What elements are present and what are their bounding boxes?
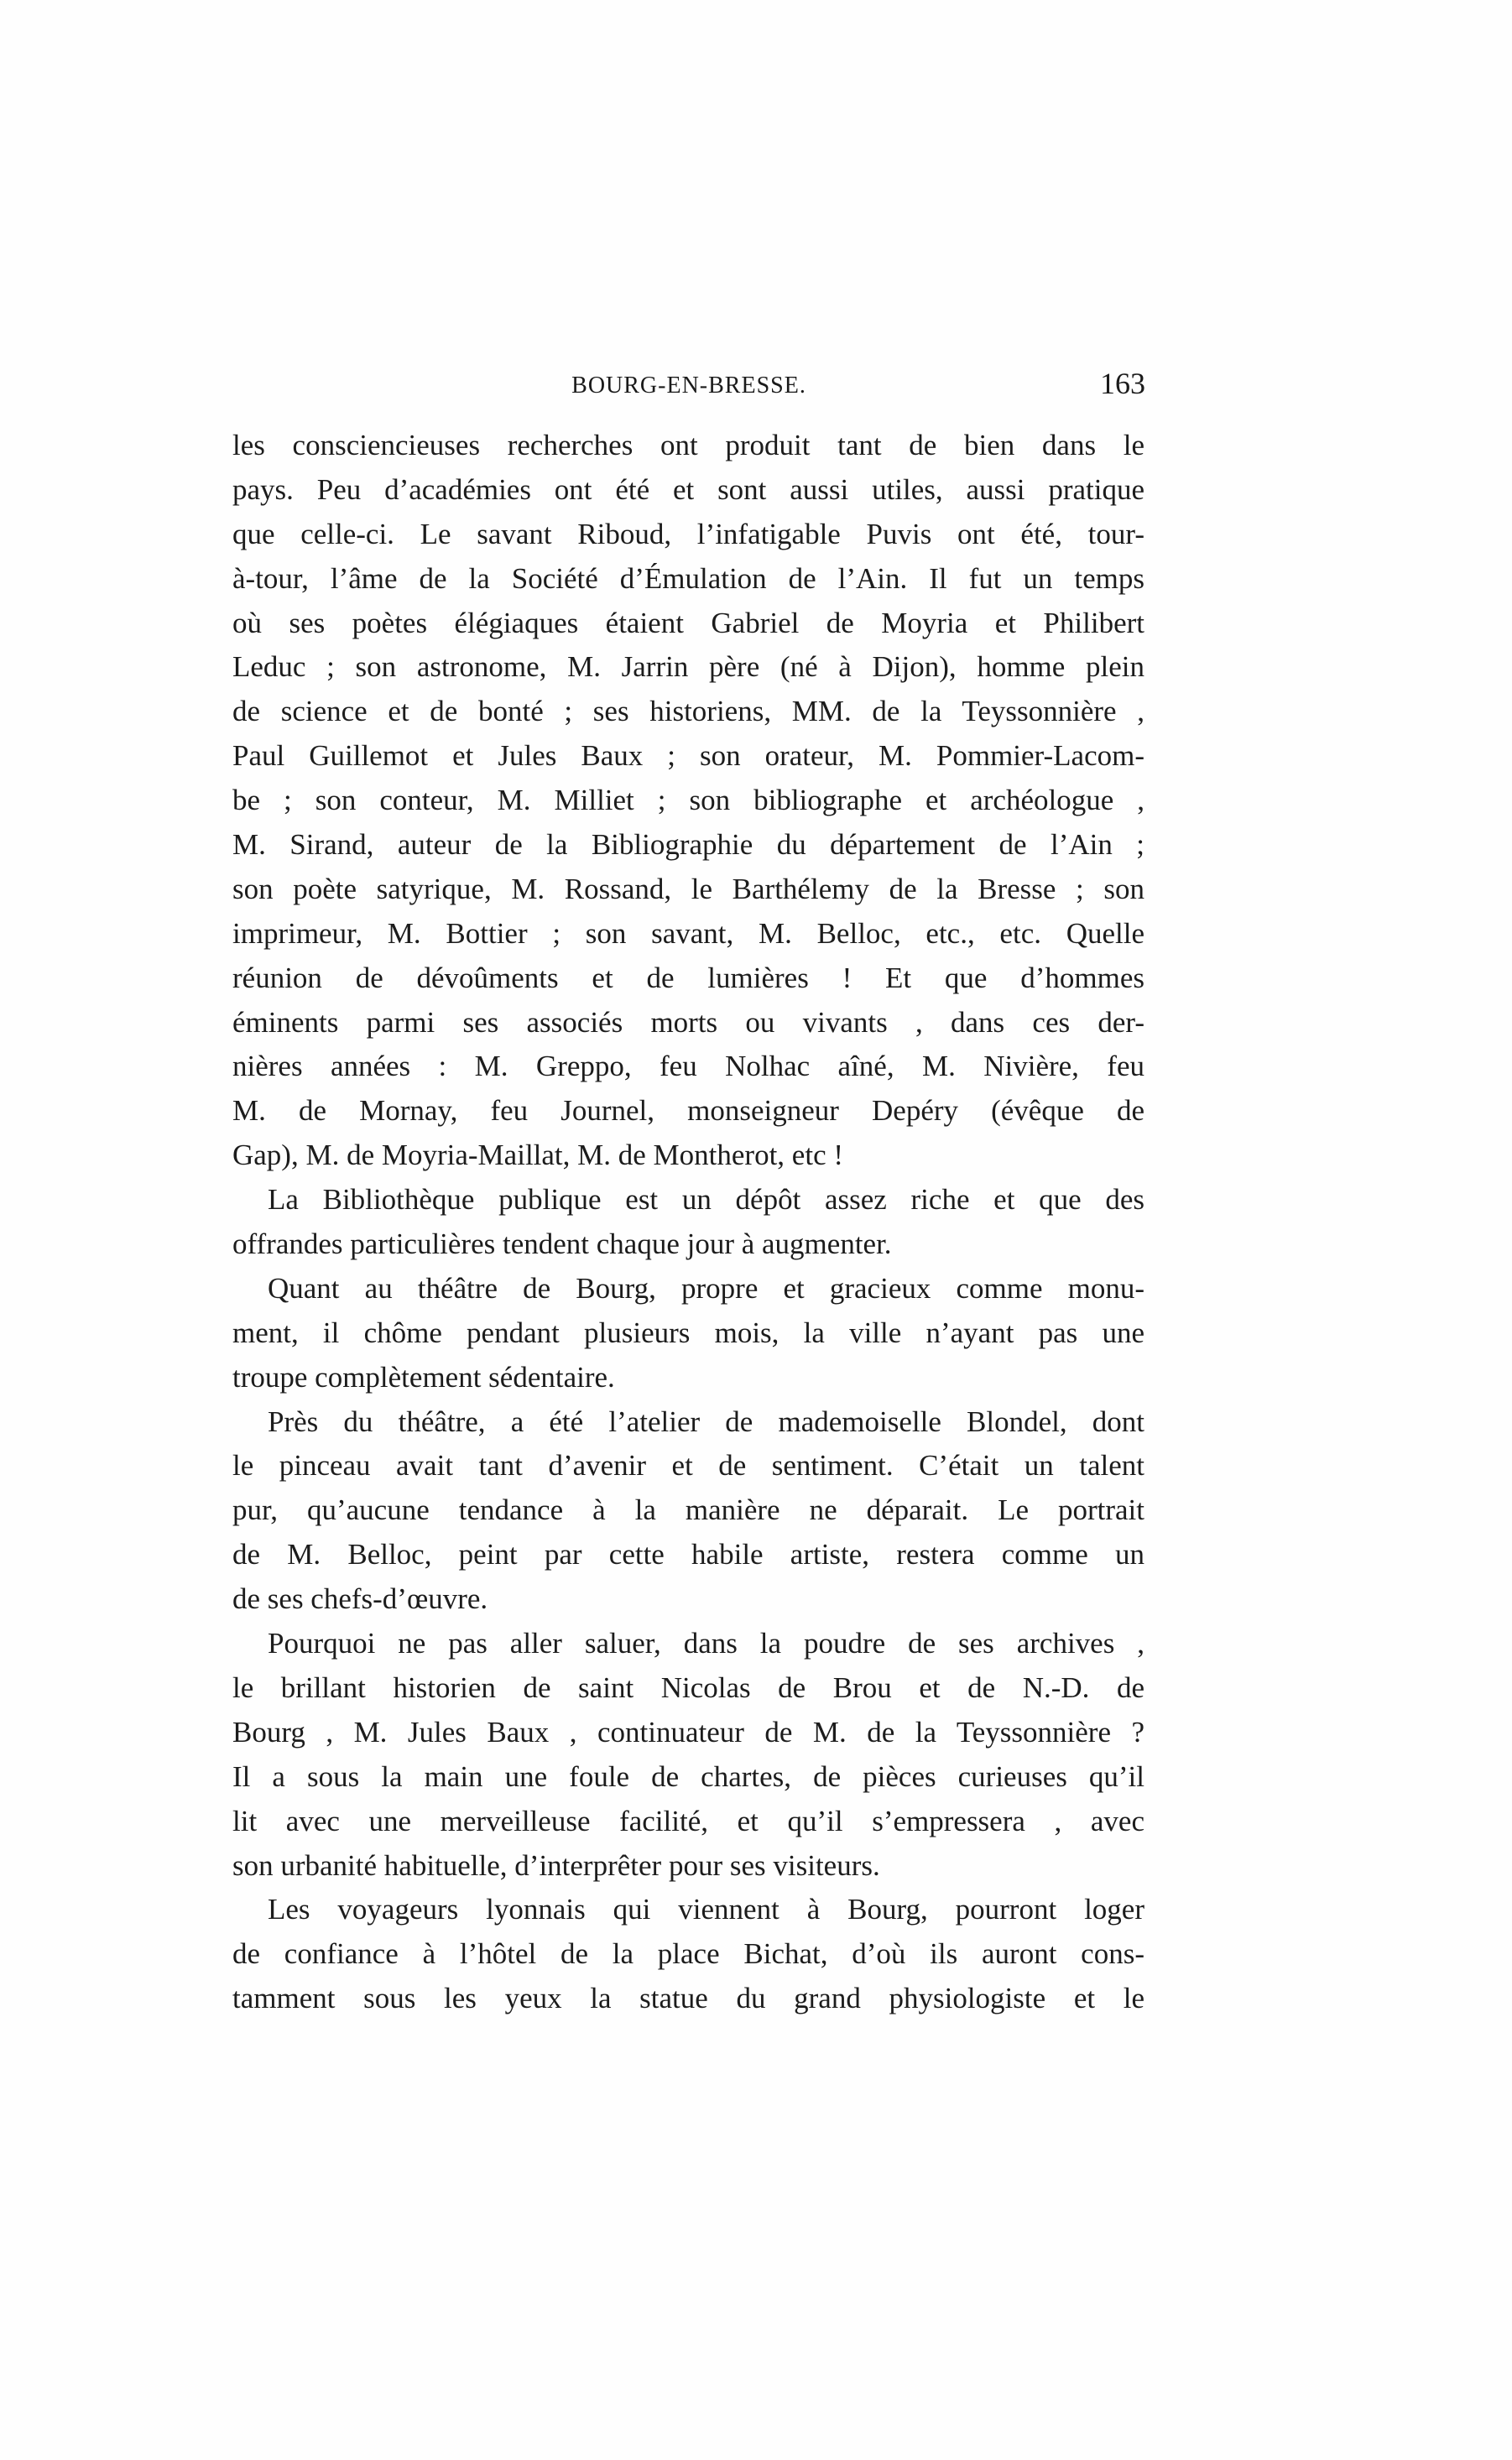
paragraph [232,1178,1144,1267]
paragraph [232,1888,1144,2021]
text-line: Gap), M. de Moyria-Maillat, M. de Montherot, etc ! [232,1139,844,1172]
text-line: Paul Guillemot et Jules Baux ; son orateur, M. Pommier-Lacom- [232,739,1144,773]
text-line: nières années : M. Greppo, feu Nolhac aîné, M. Nivière, feu [232,1050,1144,1083]
text-line: Quant au théâtre de Bourg, propre et gracieux comme monu- [268,1271,1144,1305]
paragraph [232,424,1144,1178]
text-line: son poète satyrique, M. Rossand, le Barthélemy de la Bresse ; son [232,872,1144,905]
text-line: réunion de dévoûments et de lumières ! Et que d’hommes [232,961,1144,994]
text-line: où ses poètes élégiaques étaient Gabriel de Moyria et Philibert [232,606,1144,639]
page-number: 163 [1100,367,1145,400]
text-line: troupe complètement sédentaire. [232,1360,615,1394]
text-line: Les voyageurs lyonnais qui viennent à Bourg, pourront loger [268,1893,1144,1926]
text-line: éminents parmi ses associés morts ou vivants , dans ces der- [232,1005,1144,1039]
text-line: les consciencieuses recherches ont produit tant de bien dans le [232,429,1144,461]
text-line: M. Sirand, auteur de la Bibliographie du département de l’Ain ; [232,828,1144,862]
text-line: pays. Peu d’académies ont été et sont aussi utiles, aussi pratique [232,472,1144,506]
text-line: à-tour, l’âme de la Société d’Émulation de l’Ain. Il fut un temps [232,561,1144,595]
text-line: Il a sous la main une foule de chartes, de pièces curieuses qu’il [232,1759,1144,1793]
text-line: Pourquoi ne pas aller saluer, dans la poudre de ses archives , [268,1627,1144,1660]
paragraph [232,1400,1144,1622]
text-line: lit avec une merveilleuse facilité, et qu’il s’empressera , avec [232,1804,1144,1837]
text-line: de M. Belloc, peint par cette habile artiste, restera comme un [232,1538,1144,1571]
text-line: tamment sous les yeux la statue du grand physiologiste et le [232,1982,1144,2015]
text-line: M. de Mornay, feu Journel, monseigneur Depéry (évêque de [232,1094,1144,1128]
text-line: Leduc ; son astronome, M. Jarrin père (né à Dijon), homme plein [232,650,1144,684]
paragraph [232,1622,1144,1888]
text-line: La Bibliothèque publique est un dépôt assez riche et que des [268,1183,1144,1217]
text-line: Près du théâtre, a été l’atelier de mademoiselle Blondel, dont [268,1405,1144,1438]
text-line: de science et de bonté ; ses historiens, MM. de la Teyssonnière , [232,695,1144,728]
text-line: imprimeur, M. Bottier ; son savant, M. Belloc, etc., etc. Quelle [232,916,1144,950]
text-line: le brillant historien de saint Nicolas de Brou et de N.-D. de [232,1670,1144,1704]
text-line: le pinceau avait tant d’avenir et de sentiment. C’était un talent [232,1449,1144,1483]
text-line: son urbanité habituelle, d’interprêter pour ses visiteurs. [232,1848,880,1882]
text-line: ment, il chôme pendant plusieurs mois, la ville n’ayant pas une [232,1316,1144,1349]
running-head [232,366,1145,406]
text-line: de ses chefs-d’œuvre. [232,1582,488,1616]
text-line: que celle-ci. Le savant Riboud, l’infatigable Puvis ont été, tour- [232,517,1144,550]
running-title: BOURG-EN-BRESSE. [571,373,806,399]
paragraph [232,1267,1144,1400]
text-line: be ; son conteur, M. Milliet ; son bibliographe et archéologue , [232,784,1144,817]
text-line: de confiance à l’hôtel de la place Bichat, d’où ils auront cons- [232,1937,1144,1971]
text-line: Bourg , M. Jules Baux , continuateur de M. de la Teyssonnière ? [232,1715,1144,1749]
text-line: pur, qu’aucune tendance à la manière ne déparait. Le portrait [232,1493,1144,1527]
body-text [232,424,1144,2021]
text-line: offrandes particulières tendent chaque jour à augmenter. [232,1227,892,1261]
